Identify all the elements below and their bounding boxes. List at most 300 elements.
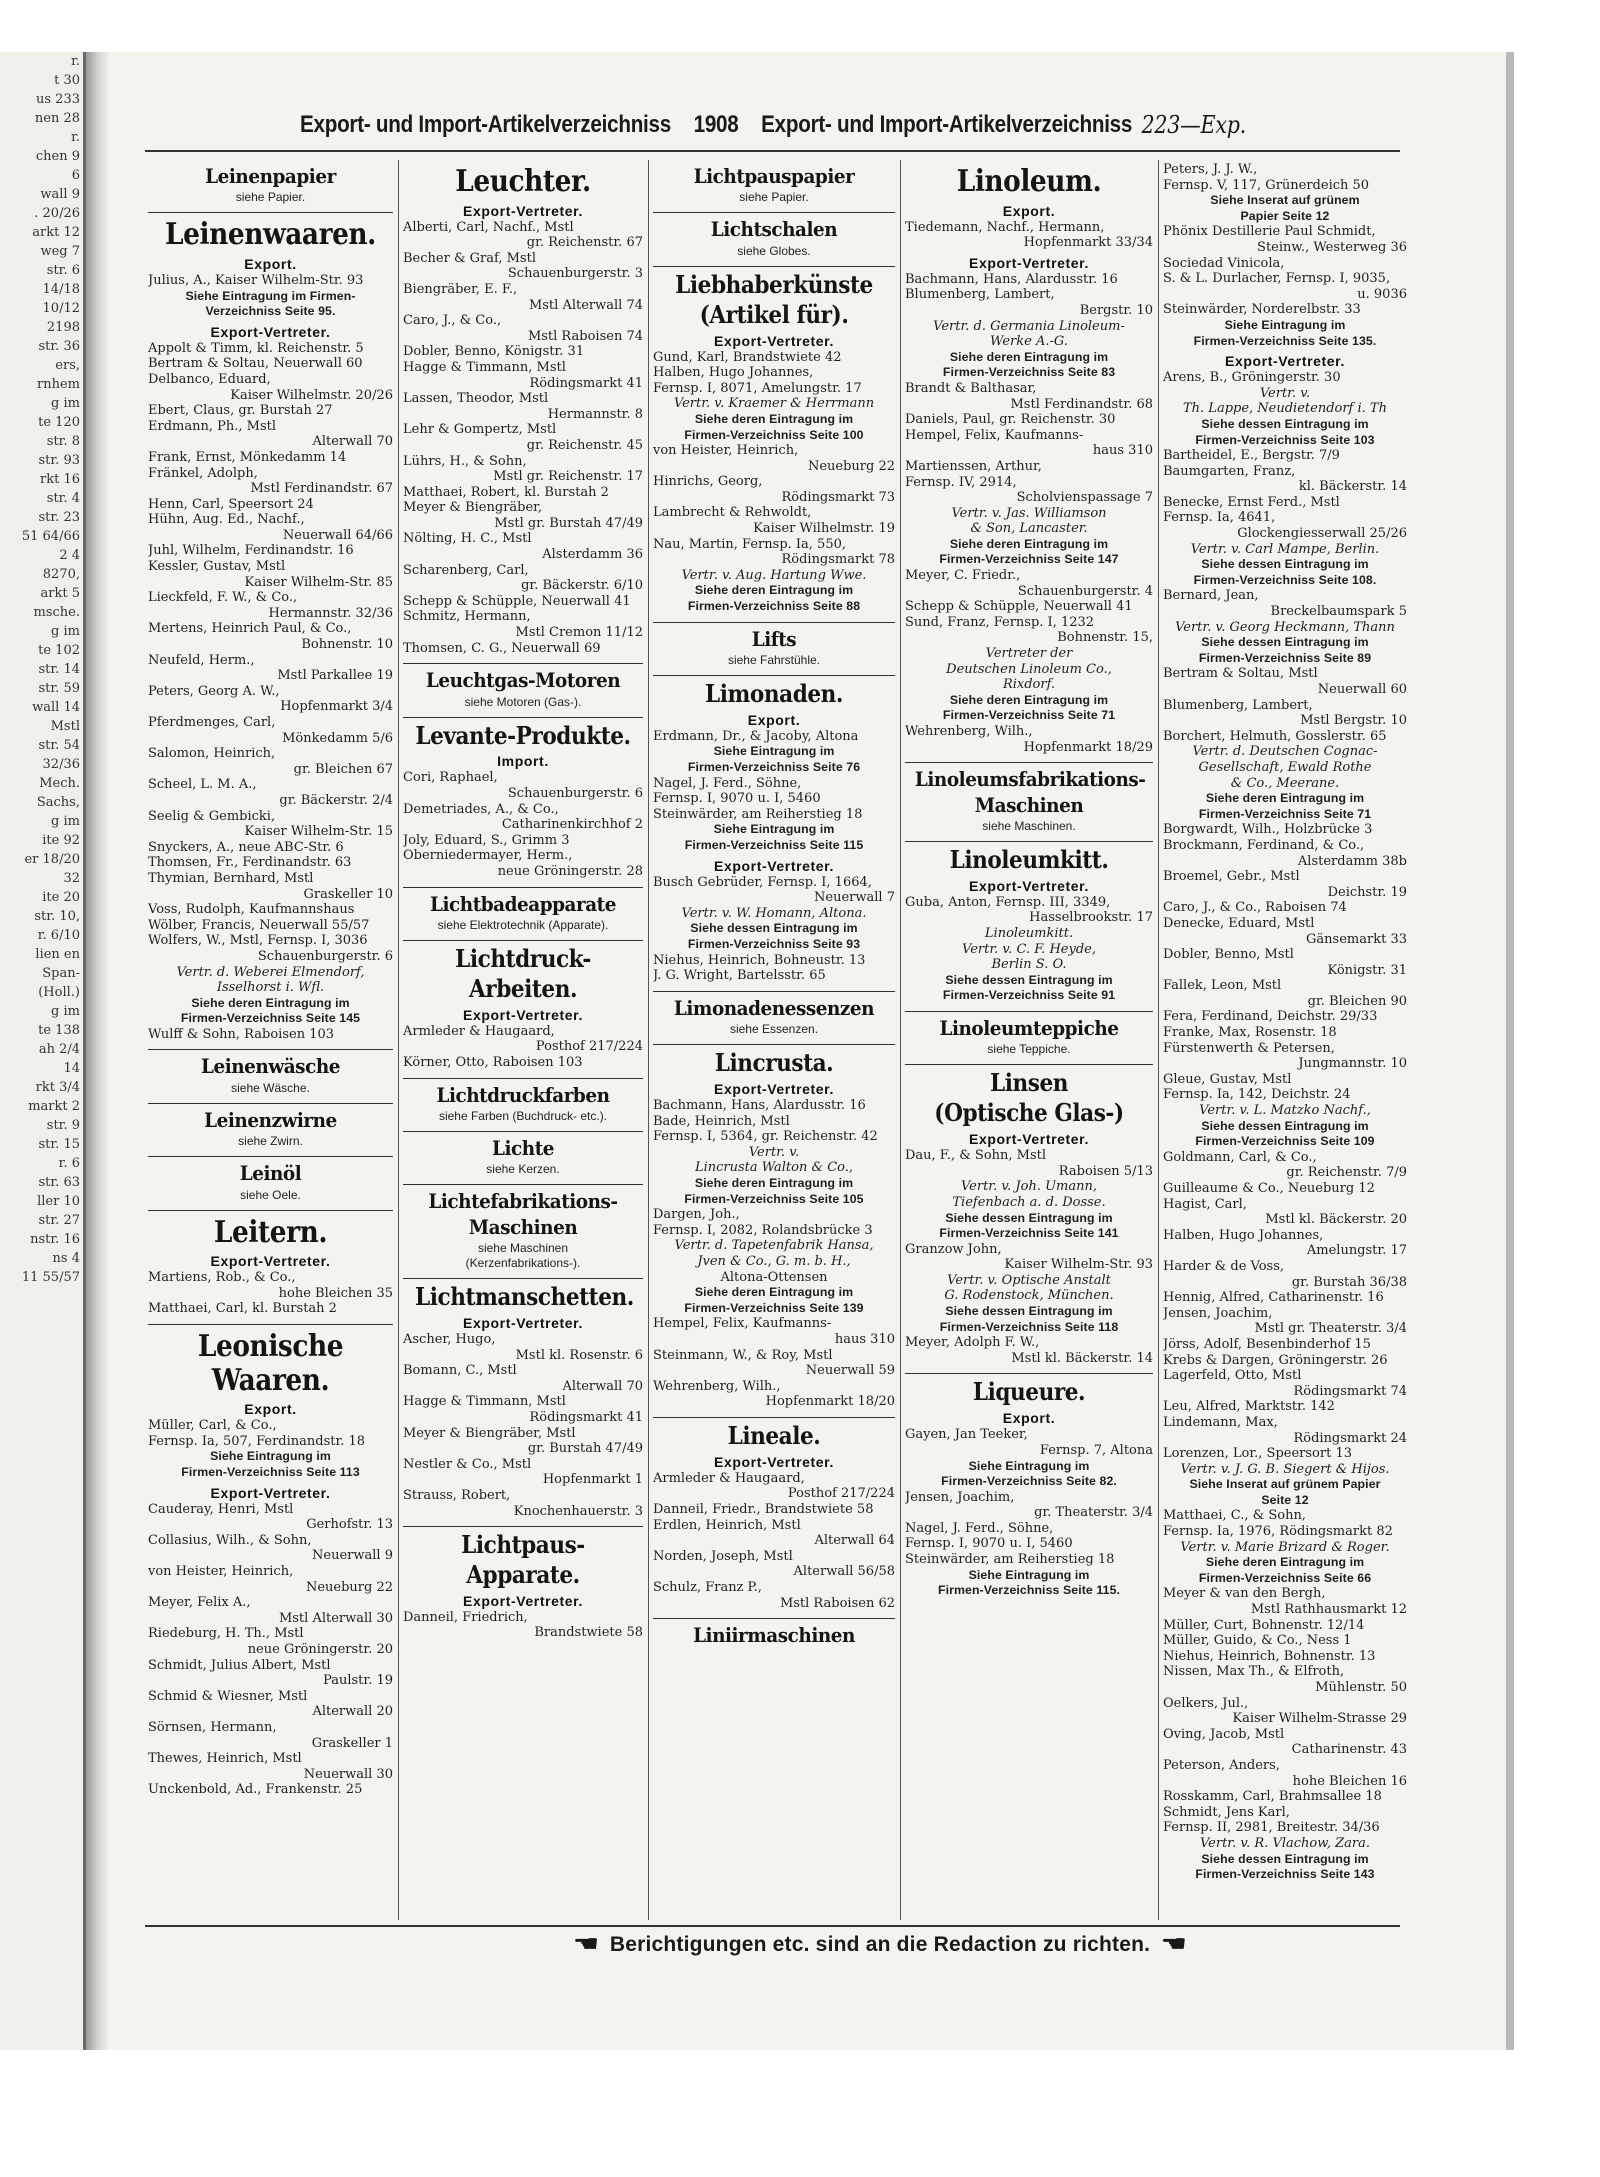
directory-entry: Martiens, Rob., & Co., [148,1270,296,1286]
directory-entry: Fernsp. Ia, 1976, Rödingsmarkt 82 [1163,1524,1393,1540]
directory-entry: Thymian, Bernhard, Mstl [148,870,314,886]
directory-section [653,622,895,675]
directory-entry: Fera, Ferdinand, Deichstr. 29/33 [1163,1009,1378,1025]
directory-entry: Siehe Eintragung im [968,1567,1090,1582]
cropped-text-fragment: te 138 [38,1023,80,1038]
directory-entry: Lührs, H., & Sohn, [403,453,527,469]
section-heading: Lichtefabrikations- [428,1189,618,1214]
directory-entry: Hagist, Carl, [1163,1196,1247,1212]
cropped-text-fragment: (Holl.) [38,985,80,1000]
directory-entry: Rosskamm, Carl, Brahmsallee 18 [1163,1789,1382,1805]
directory-entry: Vertr. d. Deutschen Cognac- [1192,744,1378,760]
directory-section [403,1078,643,1131]
directory-entry: Julius, A., Kaiser Wilhelm-Str. 93 [148,272,364,288]
directory-entry: Bachmann, Hans, Alardusstr. 16 [905,271,1118,287]
directory-entry: Schmid & Wiesner, Mstl [148,1688,308,1704]
directory-entry: Neueburg 22 [305,1579,393,1595]
directory-entry: Gerhofstr. 13 [306,1517,393,1533]
directory-entry: Hermannstr. 32/36 [268,605,393,621]
directory-section [653,675,895,991]
cropped-text-fragment: te 120 [38,415,80,430]
directory-entry: haus 310 [1092,443,1153,459]
directory-entry: Scholvienspassage 7 [1016,490,1153,506]
section-heading: Limonadenessenzen [673,995,875,1020]
directory-entry: Dobler, Benno, Königstr. 31 [403,344,585,360]
directory-entry: Fallek, Leon, Mstl [1163,978,1282,994]
cropped-text-fragment: str. 14 [38,662,80,677]
directory-entry: Fernsp. II, 2981, Breitestr. 34/36 [1163,1820,1380,1836]
directory-entry: Königstr. 31 [1327,962,1407,978]
directory-entry: Seite 12 [1261,1492,1309,1507]
directory-entry: Strauss, Robert, [403,1487,511,1503]
directory-section [653,1044,895,1417]
cropped-text-fragment: wall 14 [32,700,80,715]
directory-entry: Bernard, Jean, [1163,588,1259,604]
section-heading: Leinenwaaren. [165,217,376,253]
cropped-text-fragment: str. 93 [38,453,80,468]
section-heading: Apparate. [466,1560,580,1589]
directory-entry: Siehe Eintragung im [968,1458,1090,1473]
category-label: Export. [1002,202,1056,219]
directory-entry: Neuerwall 60 [1317,682,1407,697]
directory-entry: Armleder & Haugaard, [403,1023,555,1039]
directory-entry: Alberti, Carl, Nachf., Mstl [403,219,574,235]
cross-reference: siehe Farben (Buchdruck- etc.). [438,1108,608,1123]
directory-entry: Mstl Alterwall 74 [528,297,643,313]
directory-entry: Siehe Inserat auf grünem [1210,193,1360,208]
directory-entry: Wehrenberg, Wilh., [905,724,1033,739]
directory-entry: Rödingsmarkt 78 [781,552,895,568]
header-year: 1908 [693,111,739,138]
directory-entry: Joly, Eduard, S., Grimm 3 [403,832,570,848]
section-heading: Linsen [989,1068,1068,1098]
directory-entry: Goldmann, Carl, & Co., [1163,1149,1317,1165]
directory-entry: Mstl Raboisen 74 [527,328,643,344]
directory-entry: Brandstwiete 58 [534,1625,643,1641]
directory-entry: Firmen-Verzeichniss Seite 115 [684,838,864,853]
directory-entry: Hinrichs, Georg, [653,474,763,490]
directory-entry: Siehe dessen Eintragung im [690,921,858,936]
directory-entry: neue Gröningerstr. 20 [247,1641,393,1657]
directory-entry: Alterwall 20 [312,1704,393,1720]
directory-entry: Harder & de Voss, [1163,1258,1285,1274]
directory-entry: Firmen-Verzeichniss Seite 105 [684,1191,864,1206]
directory-entry: Bohnenstr. 15, [1057,630,1153,646]
directory-entry: Norden, Joseph, Mstl [653,1548,793,1564]
cross-reference: siehe Papier. [739,190,809,205]
category-label: Export-Vertreter. [463,1592,583,1609]
directory-entry: Verzeichniss Seite 95. [205,304,336,319]
directory-section [905,762,1153,841]
cropped-text-fragment: 2198 [46,320,80,335]
directory-entry: Firmen-Verzeichniss Seite 113 [181,1465,360,1479]
column-divider [648,160,649,1920]
category-label: Export-Vertreter. [463,1006,583,1023]
directory-entry: Mstl Bergstr. 10 [1300,713,1407,729]
directory-entry: u. 9036 [1357,286,1407,302]
directory-entry: Lambrecht & Rehwoldt, [653,505,812,521]
cropped-text-fragment: str. 23 [38,510,80,525]
section-heading: Linoleum. [956,164,1102,199]
category-label: Export-Vertreter. [1225,353,1345,370]
directory-section [403,160,643,663]
section-heading: Arbeiten. [468,973,578,1003]
directory-section [403,1131,643,1184]
category-label: Export-Vertreter. [714,332,834,349]
directory-entry: Th. Lappe, Neudietendorf i. Th [1183,401,1387,417]
cropped-text-fragment: Span- [42,966,80,981]
directory-entry: Firmen-Verzeichniss Seite 118 [939,1319,1119,1334]
directory-entry: Halben, Hugo Johannes, [1163,1227,1324,1243]
column-4 [905,160,1153,1920]
cropped-text-fragment: ller 10 [37,1194,80,1209]
directory-entry: gr. Reichenstr. 67 [526,235,643,251]
cross-reference: siehe Elektrotechnik (Apparate). [437,918,609,933]
directory-entry: Lassen, Theodor, Mstl [403,391,549,407]
directory-entry: Scharenberg, Carl, [403,562,529,578]
directory-entry: Daniels, Paul, gr. Reichenstr. 30 [905,412,1116,428]
cross-reference: siehe Motoren (Gas-). [464,694,582,709]
cropped-text-fragment: Mstl [50,719,80,734]
directory-entry: Alsterdamm 38b [1297,853,1407,869]
cropped-text-fragment: Sachs, [36,795,80,810]
directory-entry: Borchert, Helmuth, Gosslerstr. 65 [1163,728,1387,744]
cropped-text-fragment: 6 [71,168,80,183]
directory-entry: Dobler, Benno, Mstl [1163,947,1294,963]
directory-entry: Siehe dessen Eintragung im [945,972,1113,987]
cropped-text-fragment: r. [71,54,80,69]
section-heading: (Optische Glas-) [934,1098,1124,1128]
section-heading: Lichtschalen [710,217,838,242]
directory-entry: Knochenhauerstr. 3 [513,1503,643,1519]
directory-section [148,160,393,212]
directory-entry: Firmen-Verzeichniss Seite 139 [684,1300,864,1315]
cross-reference: siehe Papier. [235,190,306,205]
directory-entry: Firmen-Verzeichniss Seite 143 [1195,1867,1375,1882]
section-heading: Lichtpaus- [461,1530,585,1560]
directory-entry: Steinwärder, Norderelbstr. 33 [1163,302,1361,318]
directory-entry: Ebert, Claus, gr. Burstah 27 [148,403,333,419]
column-divider [900,160,901,1920]
directory-entry: Voss, Rudolph, Kaufmannshaus [148,902,355,918]
directory-section [148,1156,393,1209]
directory-entry: Kaiser Wilhelmstr. 20/26 [230,387,393,403]
directory-section [403,1526,643,1648]
directory-section [148,1049,393,1102]
category-label: Export-Vertreter. [969,1131,1089,1148]
category-label: Export-Vertreter. [714,1081,834,1098]
directory-entry: Neuerwall 59 [805,1363,895,1379]
directory-entry: Fürstenwerth & Petersen, [1163,1040,1335,1056]
directory-entry: Firmen-Verzeichniss Seite 71 [942,708,1116,723]
directory-entry: Pferdmenges, Carl, [148,715,276,731]
directory-entry: Niehus, Heinrich, Bohneustr. 13 [653,952,866,968]
pointing-hand-icon: ☚ [1161,1931,1188,1956]
column-3 [653,160,895,1920]
directory-entry: Fernsp. I, 5364, gr. Reichenstr. 42 [653,1129,878,1145]
directory-section [653,212,895,265]
directory-entry: Thomsen, C. G., Neuerwall 69 [403,640,601,656]
directory-entry: Fernsp. IV, 2914, [905,474,1017,490]
section-heading: Levante-Produkte. [415,720,631,750]
directory-entry: Lagerfeld, Otto, Mstl [1163,1368,1302,1384]
directory-entry: Vertr. v. Jas. Williamson [951,505,1107,521]
directory-entry: Jven & Co., G. m. b. H., [697,1254,851,1269]
directory-entry: gr. Bäckerstr. 2/4 [279,792,393,808]
category-label: Export-Vertreter. [969,877,1089,894]
directory-section [653,266,895,622]
cropped-text-fragment: markt 2 [28,1099,80,1114]
directory-entry: Hempel, Felix, Kaufmanns- [905,427,1084,443]
cropped-text-fragment: arkt 12 [32,225,80,240]
directory-entry: Steinwärder, am Reiherstieg 18 [905,1552,1115,1568]
directory-entry: Hopfenmarkt 3/4 [280,699,393,715]
directory-entry: Vertr. v. Carl Mampe, Berlin. [1190,541,1380,557]
directory-entry: Gayen, Jan Teeker, [905,1427,1028,1443]
directory-entry: Müller, Carl, & Co., [148,1418,277,1434]
cross-reference: siehe Maschinen [477,1241,569,1256]
directory-entry: Bomann, C., Mstl [403,1363,517,1379]
directory-entry: Hermannstr. 8 [547,406,643,422]
cropped-text-fragment: str. 10, [34,909,80,924]
directory-section [148,1324,393,1805]
directory-section [905,1064,1153,1373]
directory-entry: Siehe deren Eintragung im [949,349,1109,364]
directory-entry: Siehe deren Eintragung im [694,411,854,426]
cross-reference: siehe Kerzen. [486,1162,560,1177]
directory-entry: Peters, Georg A. W., [148,683,280,699]
directory-entry: Posthof 217/224 [787,1486,895,1502]
directory-entry: Schmitz, Hermann, [403,609,531,625]
directory-section [905,1373,1153,1605]
directory-entry: Hagge & Timmann, Mstl [403,1394,566,1410]
header-right-title: Export- und Import-Artikelverzeichniss [761,111,1133,138]
directory-entry: Müller, Guido, & Co., Ness 1 [1163,1633,1352,1649]
directory-entry: Wölber, Francis, Neuerwall 55/57 [148,917,370,933]
cropped-text-fragment: wall 9 [40,187,80,202]
directory-entry: Schauenburgerstr. 3 [507,266,643,282]
directory-entry: Nau, Martin, Fernsp. Ia, 550, [653,536,847,552]
directory-entry: Hennig, Alfred, Catharinenstr. 16 [1163,1290,1384,1306]
directory-section [653,1417,895,1618]
directory-entry: Vertr. d. Germania Linoleum- [933,318,1125,334]
directory-entry: neue Gröningerstr. 28 [497,864,643,880]
directory-entry: Busch Gebrüder, Fernsp. I, 1664, [653,874,872,890]
directory-entry: Meyer & van den Bergh, [1163,1586,1326,1602]
directory-entry: Rödingsmarkt 41 [529,375,643,391]
cropped-text-fragment: 51 64/66 [21,529,80,544]
directory-entry: Lehr & Gompertz, Mstl [403,422,557,438]
directory-entry: kl. Bäckerstr. 14 [1298,479,1407,495]
directory-entry: Caro, J., & Co., [403,313,502,329]
directory-entry: Neuerwall 7 [814,890,895,906]
adjacent-page-edge [0,52,86,2050]
directory-entry: Siehe deren Eintragung im [949,536,1109,551]
directory-entry: Unckenbold, Ad., Frankenstr. 25 [148,1782,363,1798]
directory-entry: Guilleaume & Co., Neueburg 12 [1163,1181,1375,1196]
directory-entry: Caro, J., & Co., Raboisen 74 [1163,900,1347,916]
cropped-text-fragment: str. 54 [38,738,80,753]
directory-entry: Tiedemann, Nachf., Hermann, [905,219,1105,235]
directory-entry: Graskeller 1 [311,1735,393,1751]
directory-entry: Siehe deren Eintragung im [191,995,350,1010]
category-label: Export-Vertreter. [714,857,834,874]
category-label: Export-Vertreter. [969,254,1089,271]
directory-entry: Alterwall 70 [562,1378,643,1394]
directory-entry: haus 310 [834,1331,895,1347]
directory-entry: gr. Burstah 47/49 [527,1441,643,1457]
directory-entry: Firmen-Verzeichniss Seite 82. [941,1474,1117,1489]
directory-entry: Vertr. v. L. Matzko Nachf., [1199,1103,1371,1119]
directory-entry: Bohnenstr. 10 [301,637,393,653]
directory-entry: Mstl Cremon 11/12 [515,625,643,641]
cropped-text-fragment: arkt 5 [40,586,80,601]
section-heading: Lichtdruckfarben [436,1082,610,1107]
directory-entry: Juhl, Wilhelm, Ferdinandstr. 16 [148,543,354,559]
directory-section [905,841,1153,1011]
cropped-text-fragment: 32 [63,871,80,886]
column-5 [1163,160,1407,1920]
directory-entry: Wulff & Sohn, Raboisen 103 [148,1026,335,1042]
directory-entry: Sociedad Vinicola, [1163,255,1285,271]
directory-entry: Oberniedermayer, Herm., [403,848,573,864]
directory-entry: G. Rodenstock, München. [944,1288,1114,1304]
directory-entry: Hopfenmarkt 18/29 [1023,739,1153,755]
directory-entry: Neuerwall 30 [303,1766,393,1782]
directory-entry: Matthaei, Carl, kl. Burstah 2 [148,1301,337,1317]
directory-entry: J. G. Wright, Bartelsstr. 65 [653,968,826,984]
directory-entry: Steinwärder, am Reiherstieg 18 [653,806,863,822]
section-heading: Leinenwäsche [200,1054,340,1079]
section-heading: Maschinen [468,1214,578,1239]
directory-section [403,663,643,716]
directory-entry: Vertr. v. C. F. Heyde, [962,941,1096,957]
section-heading: Limonaden. [705,679,843,709]
directory-entry: Armleder & Haugaard, [653,1470,805,1486]
directory-entry: Werke A.-G. [990,334,1068,350]
directory-entry: Vertr. v. W. Homann, Altona. [681,905,867,921]
directory-entry: Vertr. d. Tapetenfabrik Hansa, [674,1238,874,1254]
cropped-text-fragment: 10/12 [42,301,80,316]
cropped-text-fragment: ite 20 [42,890,80,905]
cropped-text-fragment: g im [51,814,80,829]
cropped-text-fragment: us 233 [36,92,80,107]
directory-entry: Hopfenmarkt 18/20 [765,1394,895,1410]
directory-entry: Kaiser Wilhelm-Str. 15 [244,824,393,840]
directory-entry: Siehe dessen Eintragung im [1201,557,1369,572]
directory-section [403,887,643,940]
cropped-text-fragment: te 102 [38,643,80,658]
directory-entry: Borgwardt, Wilh., Holzbrücke 3 [1163,822,1373,838]
directory-entry: Mertens, Heinrich Paul, & Co., [148,621,352,637]
cropped-text-fragment: g im [51,1004,80,1019]
cross-reference: siehe Teppiche. [987,1042,1071,1057]
directory-entry: von Heister, Heinrich, [148,1563,294,1579]
directory-entry: gr. Bleichen 90 [1307,993,1407,1009]
cropped-text-fragment: rnhem [37,377,80,392]
directory-entry: Denecke, Eduard, Mstl [1163,915,1315,931]
directory-entry: S. & L. Durlacher, Fernsp. I, 9035, [1163,271,1391,287]
directory-entry: Kaiser Wilhelm-Str. 93 [1004,1257,1153,1273]
cross-reference: siehe Wäsche. [231,1080,310,1095]
directory-entry: Alterwall 56/58 [793,1564,895,1580]
directory-entry: Salomon, Heinrich, [148,746,276,762]
directory-entry: Broemel, Gebr., Mstl [1163,869,1300,885]
directory-entry: Mstl kl. Bäckerstr. 20 [1265,1212,1407,1228]
cropped-text-fragment: g im [51,396,80,411]
directory-entry: Firmen-Verzeichniss Seite 71 [1198,806,1372,821]
directory-entry: Jungmannstr. 10 [1298,1056,1407,1072]
directory-entry: Matthaei, C., & Sohn, [1163,1508,1306,1524]
directory-entry: Catharinenkirchhof 2 [501,817,643,833]
directory-entry: Meyer, C. Friedr., [905,568,1021,584]
section-heading: Lichte [492,1135,554,1160]
directory-entry: Baumgarten, Franz, [1163,463,1296,479]
directory-entry: Deichstr. 19 [1327,884,1407,900]
directory-section [653,1618,895,1656]
directory-entry: Schmidt, Julius Albert, Mstl [148,1657,331,1673]
directory-entry: Seelig & Gembicki, [148,808,276,824]
directory-entry: Tiefenbach a. d. Dosse. [952,1194,1106,1210]
section-heading: Liniirmaschinen [693,1623,855,1648]
directory-entry: Firmen-Verzeichniss Seite 141 [939,1226,1119,1241]
category-label: Export. [244,1401,297,1418]
directory-entry: Erdmann, Dr., & Jacoby, Altona [653,728,859,744]
directory-entry: Firmen-Verzeichniss Seite 109 [1195,1134,1375,1149]
directory-section [403,1184,643,1278]
directory-entry: Demetriades, A., & Co., [403,801,559,817]
directory-entry: Bachmann, Hans, Alardusstr. 16 [653,1098,866,1114]
directory-entry: Firmen-Verzeichniss Seite 135. [1193,333,1377,348]
directory-entry: Oving, Jacob, Mstl [1163,1726,1285,1742]
cropped-text-fragment: ah 2/4 [38,1042,80,1057]
cropped-text-fragment: 8270, [42,567,80,582]
section-heading: Leinenzwirne [204,1107,337,1132]
directory-entry: Neueburg 22 [807,458,895,474]
section-heading: Liqueure. [972,1377,1086,1407]
cropped-text-fragment: 14 [63,1061,80,1076]
directory-entry: Vertr. v. R. Vlachow, Zara. [1199,1835,1370,1851]
directory-entry: Mstl Raboisen 62 [779,1595,895,1611]
section-heading: Leuchter. [455,164,591,199]
directory-entry: Peterson, Anders, [1163,1757,1280,1773]
directory-entry: Collasius, Wilh., & Sohn, [148,1532,312,1548]
directory-entry: Rödingsmarkt 24 [1293,1430,1407,1446]
directory-entry: Wolfers, W., Mstl, Fernsp. I, 3036 [148,933,368,949]
directory-entry: Steinw., Westerweg 36 [1257,239,1407,255]
directory-entry: Vertr. v. Aug. Hartung Wwe. [681,567,867,583]
directory-entry: Graskeller 10 [303,886,393,902]
directory-entry: Frank, Ernst, Mönkedamm 14 [148,449,347,465]
cropped-text-fragment: rkt 16 [40,472,80,487]
directory-entry: Granzow John, [905,1241,1002,1257]
column-2 [403,160,643,1920]
directory-entry: Lorenzen, Lor., Speersort 13 [1163,1446,1353,1462]
directory-entry: Steinmann, W., & Roy, Mstl [653,1347,833,1363]
section-heading: Lichtpauspapier [693,164,855,188]
directory-entry: Paulstr. 19 [323,1673,393,1689]
directory-entry: Kessler, Gustav, Mstl [148,559,286,575]
directory-entry: Siehe Eintragung im [713,822,835,837]
section-heading: Leitern. [213,1214,328,1250]
category-label: Export-Vertreter. [210,1484,331,1501]
directory-entry: Neuerwall 64/66 [282,527,393,543]
cropped-text-fragment: str. 59 [38,681,80,696]
cross-reference: (Kerzenfabrikations-). [465,1256,581,1271]
directory-entry: Firmen-Verzeichniss Seite 83 [942,365,1116,380]
directory-entry: Becher & Graf, Mstl [403,250,536,266]
category-label: Export-Vertreter. [463,1315,583,1331]
